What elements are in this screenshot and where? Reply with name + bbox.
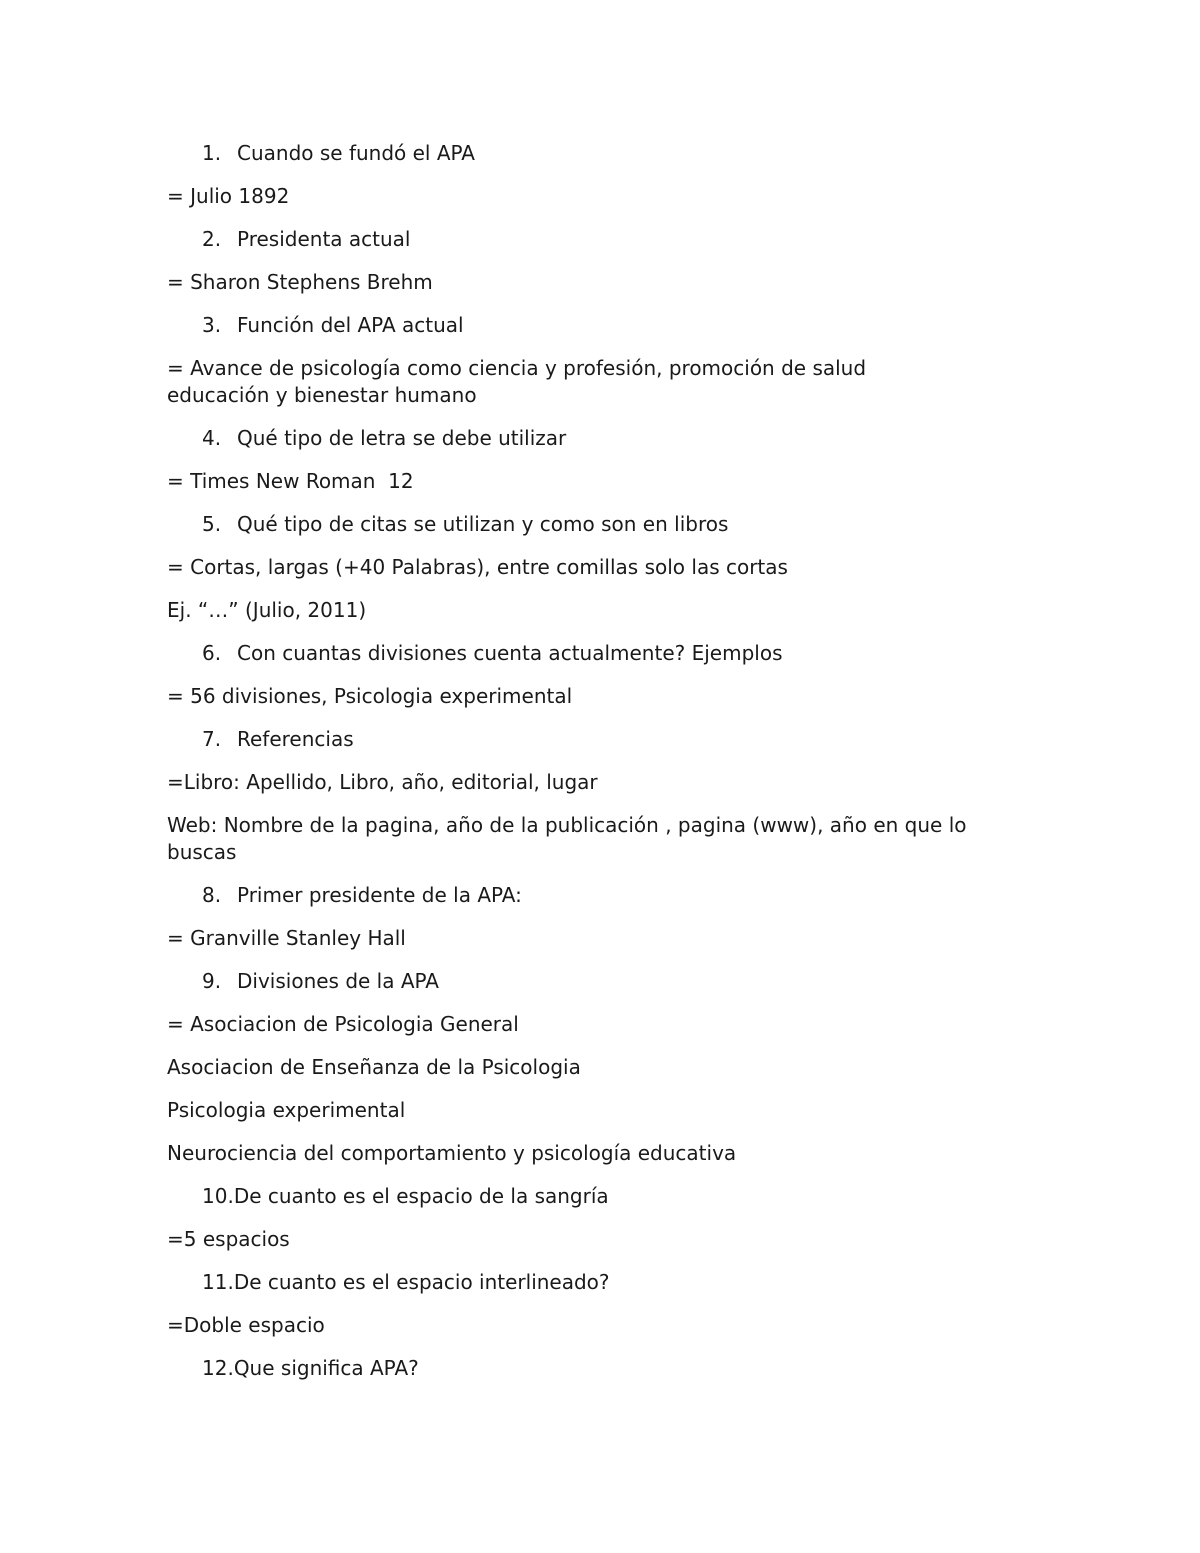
question-item bbox=[167, 226, 1047, 253]
question-item bbox=[167, 1183, 1047, 1210]
question-number: 8. bbox=[202, 883, 222, 907]
answer-text: = Julio 1892 bbox=[167, 184, 290, 208]
question-text: Que significa APA? bbox=[233, 1356, 419, 1380]
question-text: Función del APA actual bbox=[237, 313, 464, 337]
answer-text: = Sharon Stephens Brehm bbox=[167, 270, 433, 294]
question-text: Divisiones de la APA bbox=[237, 969, 439, 993]
question-number: 11. bbox=[202, 1270, 234, 1294]
question-text: Con cuantas divisiones cuenta actualmente? Ejemplos bbox=[237, 641, 783, 665]
answer-text: = Asociacion de Psicologia General bbox=[167, 1012, 519, 1036]
question-text: De cuanto es el espacio de la sangría bbox=[233, 1184, 609, 1208]
question-text: Presidenta actual bbox=[237, 227, 411, 251]
document-body bbox=[167, 140, 1047, 1398]
question-number: 4. bbox=[202, 426, 222, 450]
answer-text: = Avance de psicología como ciencia y profesión, promoción de salud educación y bienestar humano bbox=[167, 356, 867, 407]
question-number: 2. bbox=[202, 227, 222, 251]
answer-text: Ej. “…” (Julio, 2011) bbox=[167, 598, 367, 622]
question-number: 3. bbox=[202, 313, 222, 337]
question-text: De cuanto es el espacio interlineado? bbox=[233, 1270, 610, 1294]
answer-text: Asociacion de Enseñanza de la Psicologia bbox=[167, 1055, 581, 1079]
question-number: 6. bbox=[202, 641, 222, 665]
answer-text: =Libro: Apellido, Libro, año, editorial, lugar bbox=[167, 770, 598, 794]
answer-text: Web: Nombre de la pagina, año de la publicación , pagina (www), año en que lo buscas bbox=[167, 813, 967, 864]
answer-text: =5 espacios bbox=[167, 1227, 290, 1251]
answer-text: =Doble espacio bbox=[167, 1313, 325, 1337]
question-number: 9. bbox=[202, 969, 222, 993]
question-number: 1. bbox=[202, 141, 222, 165]
question-item bbox=[167, 425, 1047, 452]
question-number: 12. bbox=[202, 1356, 234, 1380]
question-item bbox=[167, 640, 1047, 667]
question-text: Qué tipo de citas se utilizan y como son en libros bbox=[237, 512, 729, 536]
question-item bbox=[167, 968, 1047, 995]
question-item bbox=[167, 1355, 1047, 1382]
answer-text: = Times New Roman 12 bbox=[167, 469, 414, 493]
question-item bbox=[167, 882, 1047, 909]
answer-text: = Granville Stanley Hall bbox=[167, 926, 406, 950]
answer-text: = 56 divisiones, Psicologia experimental bbox=[167, 684, 573, 708]
question-item bbox=[167, 511, 1047, 538]
answer-text: Psicologia experimental bbox=[167, 1098, 406, 1122]
question-text: Qué tipo de letra se debe utilizar bbox=[237, 426, 567, 450]
answer-text: Neurociencia del comportamiento y psicología educativa bbox=[167, 1141, 737, 1165]
question-text: Referencias bbox=[237, 727, 354, 751]
question-number: 7. bbox=[202, 727, 222, 751]
question-text: Cuando se fundó el APA bbox=[237, 141, 475, 165]
question-number: 5. bbox=[202, 512, 222, 536]
question-item bbox=[167, 140, 1047, 167]
question-number: 10. bbox=[202, 1184, 234, 1208]
question-item bbox=[167, 1269, 1047, 1296]
answer-text: = Cortas, largas (+40 Palabras), entre comillas solo las cortas bbox=[167, 555, 788, 579]
question-item bbox=[167, 312, 1047, 339]
question-item bbox=[167, 726, 1047, 753]
question-text: Primer presidente de la APA: bbox=[237, 883, 522, 907]
